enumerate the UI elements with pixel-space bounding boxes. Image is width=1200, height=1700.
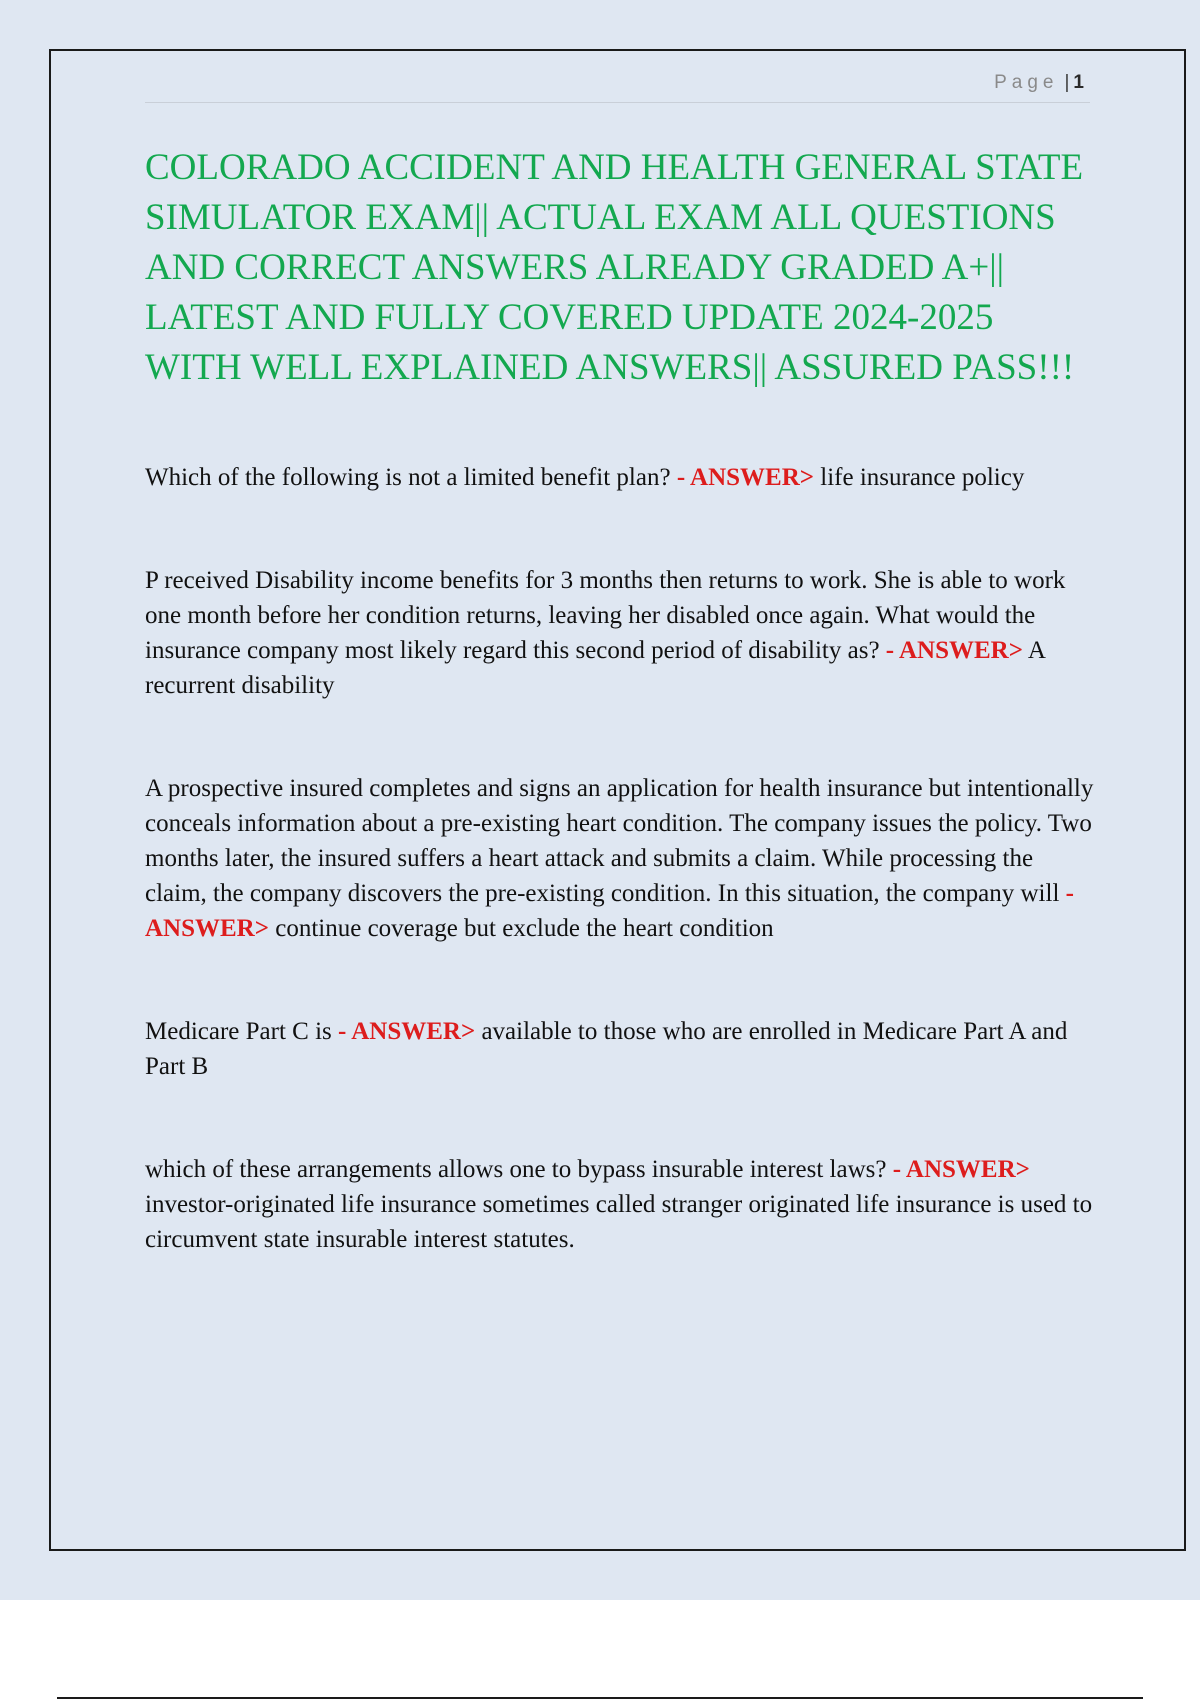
question-text: Which of the following is not a limited benefit plan?: [145, 464, 671, 491]
answer-marker: - ANSWER>: [885, 637, 1023, 664]
question-text: A prospective insured completes and signs an application for health insurance but intentionally conceals information about a pre-existing heart condition. The company issues the policy. Two months later, the insured suffers a heart attack and submits a claim. While processing the claim, the company discovers the pre-existing condition. In this situation, the company will: [145, 775, 1094, 907]
page-header: [145, 72, 1090, 103]
answer-text: available to those who are enrolled in Medicare Part A and Part B: [145, 1018, 1068, 1080]
answer-marker: - ANSWER>: [338, 1018, 476, 1045]
qa-list: [145, 460, 1095, 1325]
answer-text: investor-originated life insurance sometimes called stranger originated life insurance is used to circumvent state insurable interest statutes.: [145, 1191, 1093, 1253]
page-number: 1: [1073, 72, 1084, 93]
qa-item: [145, 771, 1095, 946]
footer-rule: [57, 1697, 1143, 1699]
answer-text: A recurrent disability: [145, 637, 1045, 699]
page-separator: |: [1064, 72, 1070, 93]
answer-text: continue coverage but exclude the heart condition: [275, 915, 774, 942]
question-text: P received Disability income benefits for 3 months then returns to work. She is able to work one month before her condition returns, leaving her disabled once again. What would the insurance company most likely regard this second period of disability as?: [145, 567, 1066, 664]
document-title: COLORADO ACCIDENT AND HEALTH GENERAL STATE SIMULATOR EXAM|| ACTUAL EXAM ALL QUESTIONS AND CORRECT ANSWERS ALREADY GRADED A+|| LATEST AND FULLY COVERED UPDATE 2024-2025 WITH WELL EXPLAINED ANSWERS|| ASSURED PASS!!!: [145, 147, 1084, 388]
answer-marker: - ANSWER>: [145, 880, 1074, 942]
answer-marker: - ANSWER>: [892, 1156, 1030, 1183]
qa-item: [145, 563, 1095, 703]
qa-item: [145, 1152, 1095, 1257]
page-label: Page: [994, 72, 1059, 93]
answer-text: life insurance policy: [820, 464, 1025, 491]
answer-marker: - ANSWER>: [676, 464, 814, 491]
question-text: Medicare Part C is: [145, 1018, 332, 1045]
question-text: which of these arrangements allows one to bypass insurable interest laws?: [145, 1156, 887, 1183]
qa-item: [145, 1014, 1095, 1084]
qa-item: [145, 460, 1095, 495]
